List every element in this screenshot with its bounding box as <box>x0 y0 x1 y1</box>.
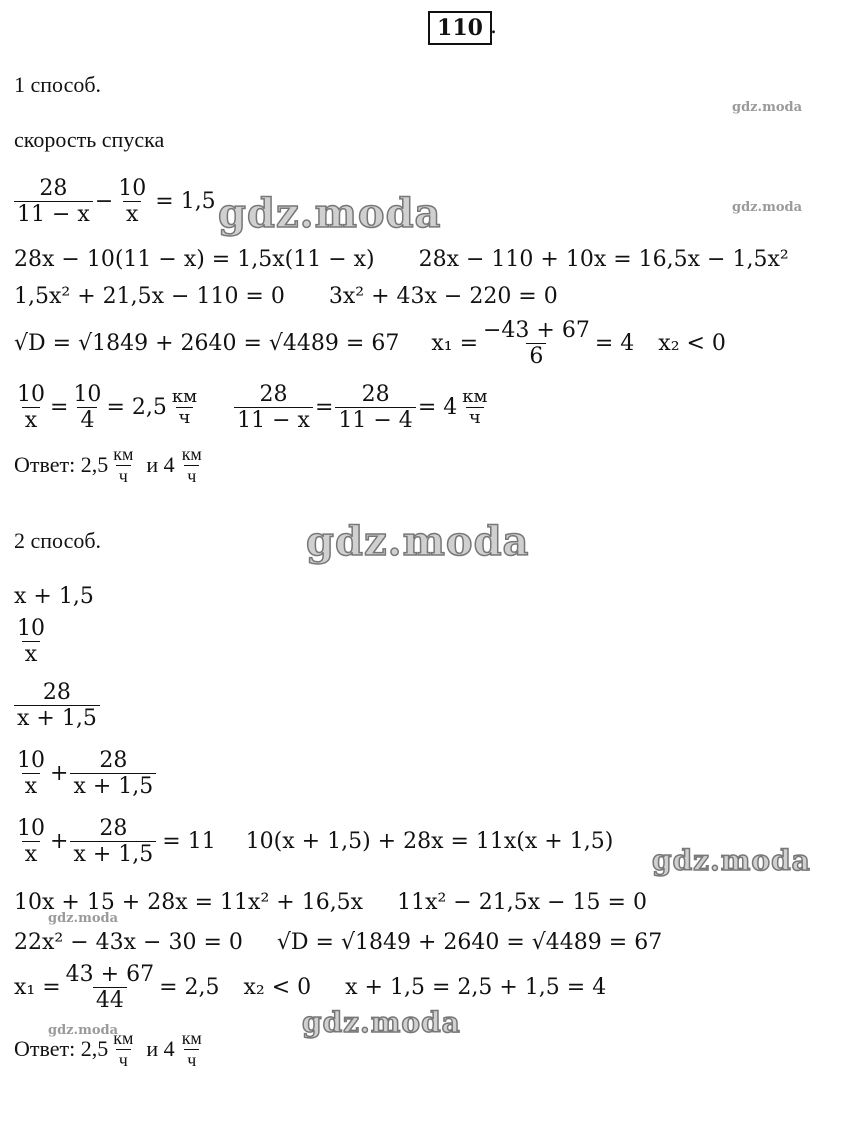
frac-num: 28 <box>39 176 68 201</box>
watermark-small: gdz.moda <box>732 100 803 115</box>
frac-den: 11 − x <box>14 201 93 227</box>
frac-den: x + 1,5 <box>14 705 100 731</box>
m2-line-3 <box>12 680 102 732</box>
problem-number-dot: . <box>490 14 497 39</box>
answer-prefix: Ответ: 2,5 <box>14 1036 109 1062</box>
unit-den: ч <box>184 465 199 487</box>
eq-rhs: = 11 <box>162 829 216 855</box>
frac-den: 4 <box>77 407 97 433</box>
watermark-logo: gdz.moda <box>652 844 811 877</box>
eq-rhs: = 1,5 <box>155 189 216 215</box>
frac-den: x <box>123 201 141 227</box>
frac-den: x <box>22 773 40 799</box>
m2-line-5 <box>12 816 613 868</box>
unit-num: км <box>171 385 198 407</box>
eq-left: 28x − 10(11 − x) = 1,5x(11 − x) <box>14 247 375 272</box>
answer-mid: и 4 <box>146 1036 175 1062</box>
m1-equation-5: $\frac{10}{x}$ = $\frac{10}{4}$ = 2,5 $\frac{км}{ч}$ $\frac{28}{11 - x}$ = $\frac{28}{11 - 4}$ = 4 $\frac{км}{ч}$ <box>12 382 493 434</box>
unit-den: ч <box>116 1049 131 1071</box>
x2-condition: x₂ < 0 <box>658 331 726 357</box>
frac-den: x <box>22 841 40 867</box>
frac-den: 6 <box>526 343 546 369</box>
frac-den: x <box>22 407 40 433</box>
method1-heading: 1 способ. <box>14 72 102 97</box>
answer-mid: и 4 <box>146 452 175 478</box>
unit-num: км <box>181 1028 202 1048</box>
op: − <box>94 189 114 215</box>
frac-num: −43 + 67 <box>483 318 590 343</box>
op: + <box>50 761 69 787</box>
frac-num: 10 <box>17 616 45 641</box>
frac-den: 11 − x <box>234 407 313 433</box>
watermark-small: gdz.moda <box>48 1023 119 1038</box>
frac-num: 28 <box>259 382 288 407</box>
eq-left: 1,5x² + 21,5x − 110 = 0 <box>14 284 285 309</box>
method1-subheading: скорость спуска <box>14 127 165 152</box>
value: = 2,5 <box>106 395 167 421</box>
x2-condition: x₂ < 0 <box>243 975 312 1001</box>
eq-right: 3x² + 43x − 220 = 0 <box>328 284 558 309</box>
m1-equation-1 <box>12 176 216 228</box>
problem-number: 110 <box>428 11 492 45</box>
unit-num: км <box>113 444 134 464</box>
x1-lhs: x₁ = <box>14 975 61 1001</box>
m1-equation-4 <box>14 318 726 370</box>
eq-left: 10x + 15 + 28x = 11x² + 16,5x <box>14 890 364 915</box>
m1-equation-3 <box>14 284 558 309</box>
unit-den: ч <box>466 407 484 429</box>
frac-den: 11 − 4 <box>335 407 415 433</box>
m2-line-1: x + 1,5 <box>14 584 94 609</box>
eq-right: 10(x + 1,5) + 28x = 11x(x + 1,5) <box>245 829 614 855</box>
watermark-logo: gdz.moda <box>302 1006 461 1039</box>
frac-num: 28 <box>99 816 128 841</box>
m1-answer <box>14 444 207 486</box>
op: + <box>50 829 69 855</box>
x1-rhs: = 2,5 <box>159 975 220 1001</box>
eq-left: 22x² − 43x − 30 = 0 <box>14 930 243 955</box>
frac-num: 10 <box>118 176 147 201</box>
answer-prefix: Ответ: 2,5 <box>14 452 109 478</box>
unit-den: ч <box>184 1049 199 1071</box>
frac-num: 10 <box>17 816 45 841</box>
value: = 4 <box>417 395 458 421</box>
m2-line-7 <box>14 930 662 955</box>
frac-den: x + 1,5 <box>70 773 156 799</box>
frac-den: x <box>22 641 40 667</box>
unit-num: км <box>113 1028 134 1048</box>
discriminant: √D = √1849 + 2640 = √4489 = 67 <box>276 930 663 955</box>
watermark-small: gdz.moda <box>48 911 119 926</box>
frac-num: 28 <box>99 748 128 773</box>
watermark-small: gdz.moda <box>732 200 803 215</box>
x1-lhs: x₁ = <box>431 331 478 357</box>
frac-num: 28 <box>361 382 390 407</box>
m2-line-2 <box>12 616 50 668</box>
eq-right: 11x² − 21,5x − 15 = 0 <box>397 890 647 915</box>
eq-right: 28x − 110 + 10x = 16,5x − 1,5x² <box>418 247 789 272</box>
frac-den: x + 1,5 <box>70 841 156 867</box>
frac-num: 10 <box>17 748 45 773</box>
frac-num: 43 + 67 <box>65 962 155 987</box>
m2-line-4 <box>12 748 158 800</box>
frac-num: 28 <box>42 680 71 705</box>
discriminant: √D = √1849 + 2640 = √4489 = 67 <box>14 331 400 357</box>
m1-equation-2 <box>14 247 789 272</box>
unit-num: км <box>462 385 488 407</box>
frac-num: 10 <box>73 382 102 407</box>
speed-result: x + 1,5 = 2,5 + 1,5 = 4 <box>345 975 607 1001</box>
frac-num: 10 <box>17 382 45 407</box>
watermark-logo: gdz.moda <box>306 518 530 565</box>
frac-den: 44 <box>93 987 127 1013</box>
unit-den: ч <box>176 407 194 429</box>
unit-den: ч <box>116 465 131 487</box>
watermark-logo: gdz.moda <box>218 190 442 237</box>
x1-rhs: = 4 <box>594 331 635 357</box>
unit-num: км <box>181 444 202 464</box>
method2-heading: 2 способ. <box>14 528 102 553</box>
